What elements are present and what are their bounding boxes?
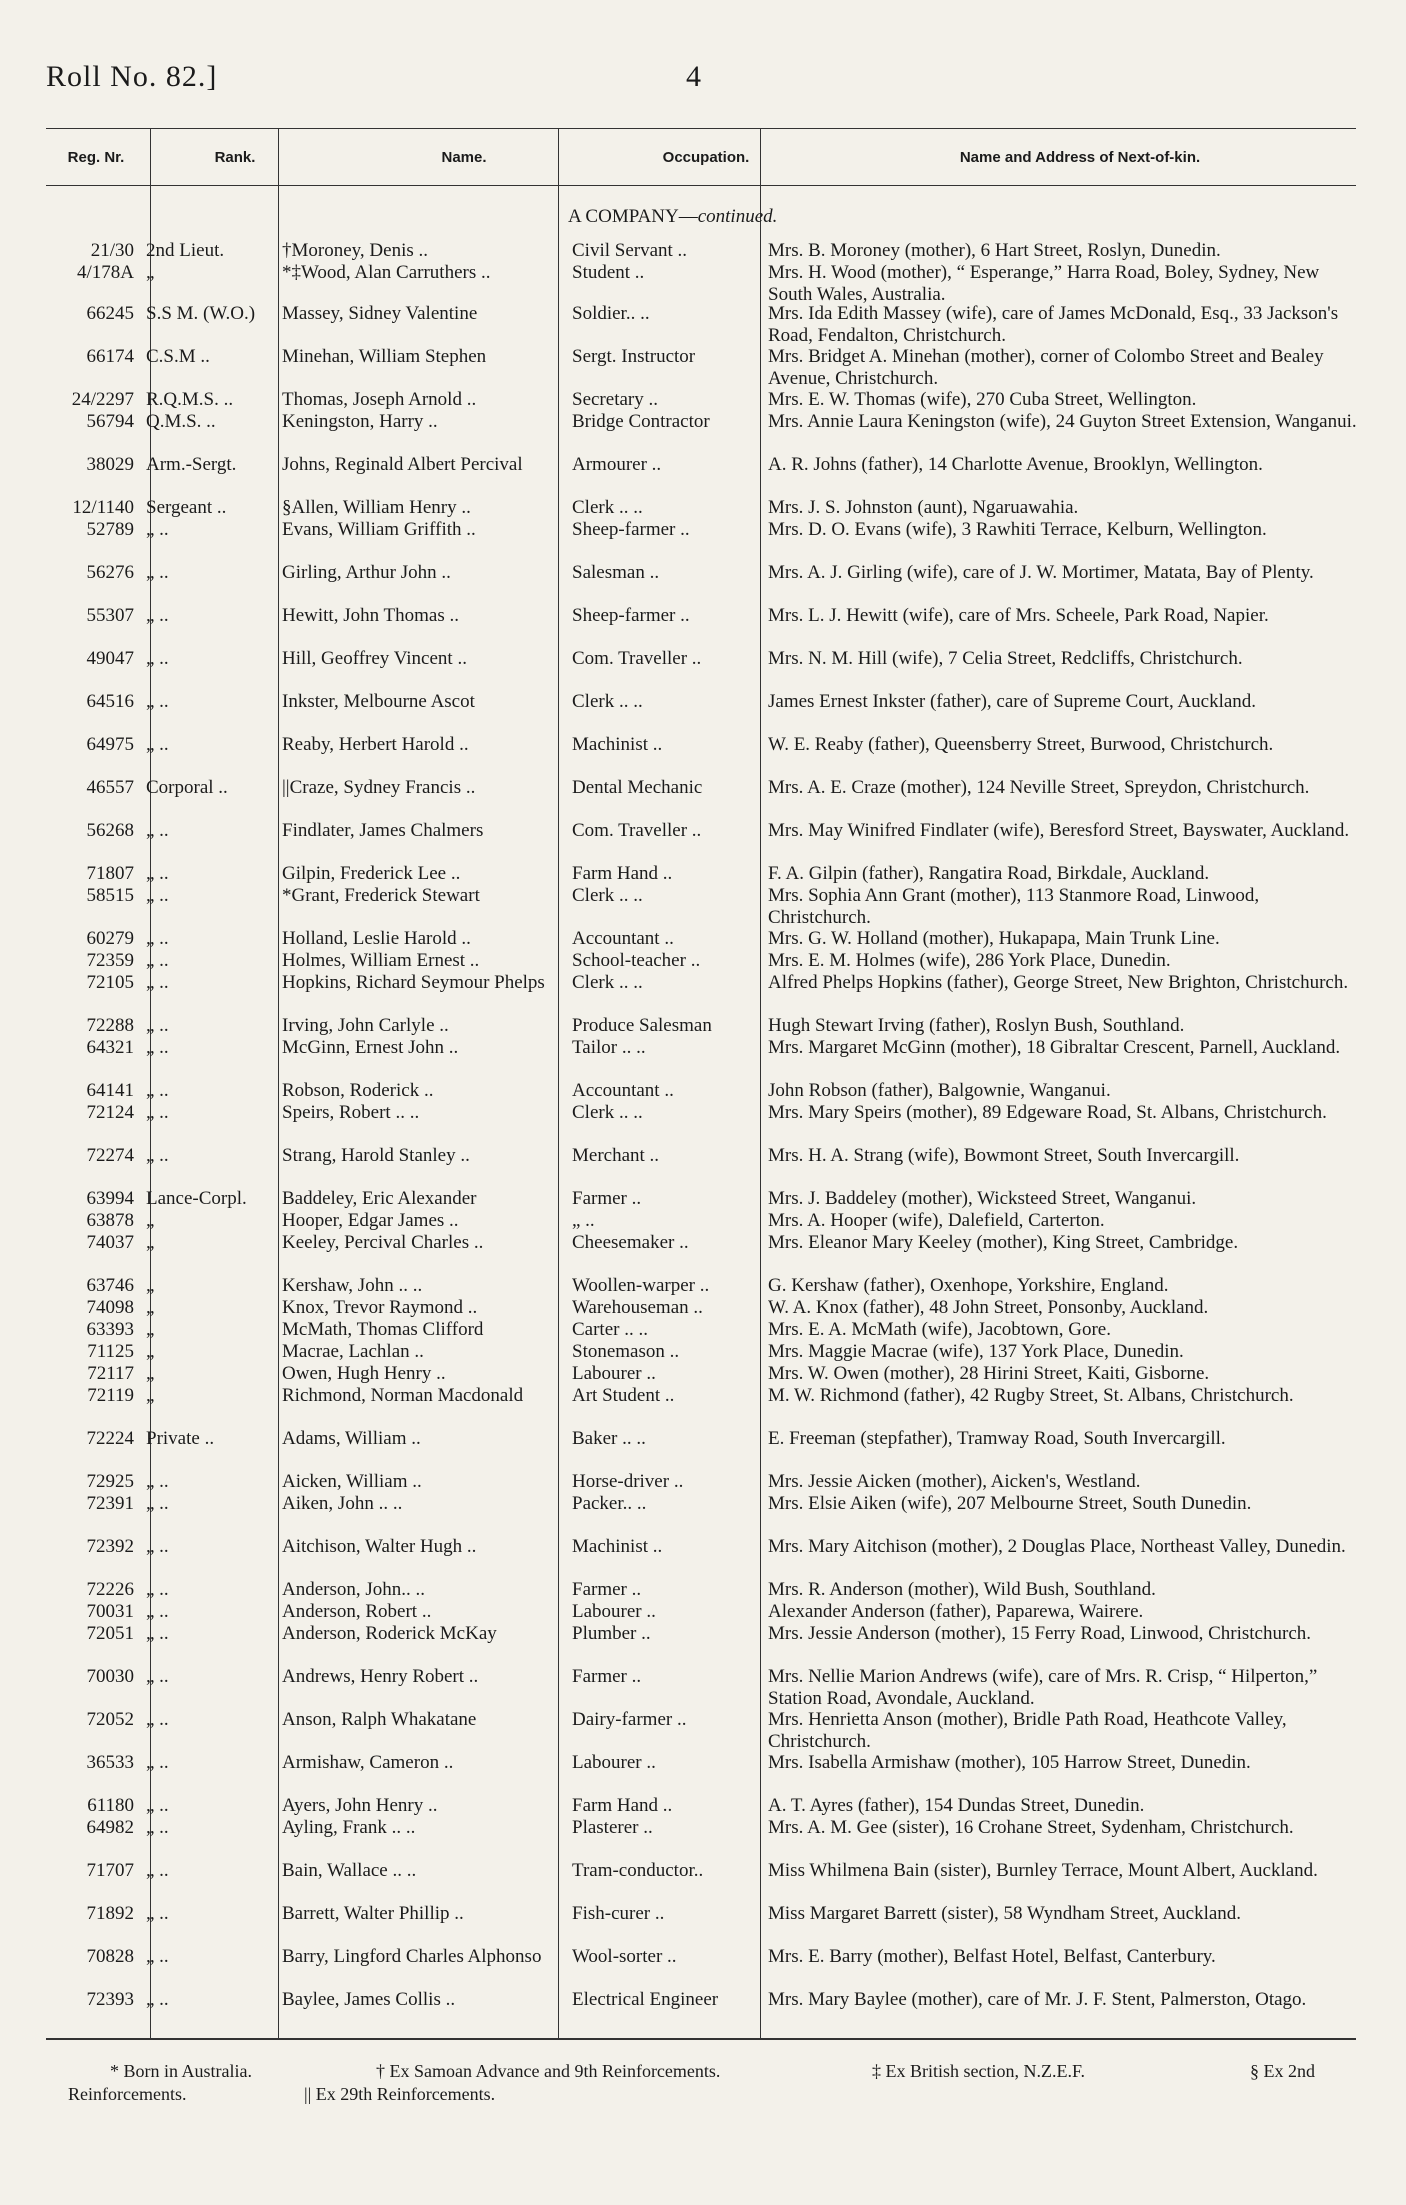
next-of-kin: Mrs. Margaret McGinn (mother), 18 Gibraltar Crescent, Parnell, Auckland. [768, 1037, 1341, 1058]
reg-number: 72391 [86, 1493, 134, 1514]
occupation: Com. Traveller .. [572, 648, 702, 669]
reg-number: 72274 [86, 1145, 134, 1166]
reg-number: 72393 [86, 1989, 134, 2010]
reg-number: 72925 [86, 1471, 134, 1492]
next-of-kin: Alfred Phelps Hopkins (father), George Street, New Brighton, Christchurch. [768, 972, 1349, 993]
occupation: Soldier.. .. [572, 303, 650, 324]
soldier-name: Thomas, Joseph Arnold .. [282, 389, 477, 410]
occupation: Clerk .. .. [572, 885, 643, 906]
next-of-kin: Mrs. Isabella Armishaw (mother), 105 Harrow Street, Dunedin. [768, 1752, 1251, 1773]
occupation: Carter .. .. [572, 1319, 648, 1340]
reg-number: 36533 [86, 1752, 134, 1773]
soldier-name: Barrett, Walter Phillip .. [282, 1903, 464, 1924]
soldier-name: Minehan, William Stephen [282, 346, 487, 367]
soldier-name: Armishaw, Cameron .. [282, 1752, 454, 1773]
next-of-kin: Mrs. H. Wood (mother), “ Esperange,” Harra Road, Boley, Sydney, New South Wales, Australia. [768, 262, 1320, 305]
next-of-kin: Mrs. G. W. Holland (mother), Hukapapa, Main Trunk Line. [768, 928, 1220, 949]
soldier-name: Robson, Roderick .. [282, 1080, 434, 1101]
rank: „ .. [146, 1946, 169, 1967]
soldier-name: Andrews, Henry Robert .. [282, 1666, 479, 1687]
reg-number: 70030 [86, 1666, 134, 1687]
soldier-name: *‡Wood, Alan Carruthers .. [282, 262, 491, 283]
soldier-name: Baylee, James Collis .. [282, 1989, 456, 2010]
section-title: A COMPANY—continued. [568, 206, 778, 227]
occupation: Sheep-farmer .. [572, 519, 690, 540]
reg-number: 61180 [87, 1795, 134, 1816]
next-of-kin: Mrs. Jessie Anderson (mother), 15 Ferry Road, Linwood, Christchurch. [768, 1623, 1312, 1644]
reg-number: 56794 [86, 411, 134, 432]
next-of-kin: Mrs. Henrietta Anson (mother), Bridle Path Road, Heathcote Valley, Christchurch. [768, 1709, 1287, 1752]
rank: „ .. [146, 1623, 169, 1644]
reg-number: 64321 [86, 1037, 134, 1058]
rank: „ .. [146, 1601, 169, 1622]
next-of-kin: F. A. Gilpin (father), Rangatira Road, Birkdale, Auckland. [768, 863, 1210, 884]
soldier-name: Massey, Sidney Valentine [282, 303, 478, 324]
next-of-kin: Mrs. Mary Aitchison (mother), 2 Douglas Place, Northeast Valley, Dunedin. [768, 1536, 1346, 1557]
reg-number: 60279 [86, 928, 134, 949]
occupation: Civil Servant .. [572, 240, 688, 261]
reg-number: 64982 [86, 1817, 134, 1838]
soldier-name: Strang, Harold Stanley .. [282, 1145, 470, 1166]
soldier-name: Adams, William .. [282, 1428, 421, 1449]
reg-number: 74098 [86, 1297, 134, 1318]
col-occupation-header: Occupation. [662, 148, 750, 166]
soldier-name: Anderson, Roderick McKay [282, 1623, 497, 1644]
reg-number: 4/178A [77, 262, 134, 283]
reg-number: 71125 [87, 1341, 134, 1362]
next-of-kin: Mrs. Eleanor Mary Keeley (mother), King Street, Cambridge. [768, 1232, 1239, 1253]
next-of-kin: G. Kershaw (father), Oxenhope, Yorkshire, England. [768, 1275, 1169, 1296]
rank: „ .. [146, 1037, 169, 1058]
rank: „ .. [146, 519, 169, 540]
rank: „ .. [146, 950, 169, 971]
reg-number: 64516 [86, 691, 134, 712]
rank: „ .. [146, 605, 169, 626]
occupation: Dental Mechanic [572, 777, 703, 798]
next-of-kin: Mrs. A. Hooper (wife), Dalefield, Carterton. [768, 1210, 1105, 1231]
reg-number: 72124 [86, 1102, 134, 1123]
rank: C.S.M .. [146, 346, 210, 367]
occupation: Wool-sorter .. [572, 1946, 677, 1967]
reg-number: 64141 [86, 1080, 134, 1101]
occupation: Plumber .. [572, 1623, 651, 1644]
rank: „ .. [146, 1795, 169, 1816]
soldier-name: Girling, Arthur John .. [282, 562, 451, 583]
occupation: Plasterer .. [572, 1817, 653, 1838]
soldier-name: §Allen, William Henry .. [282, 497, 471, 518]
occupation: Tailor .. .. [572, 1037, 646, 1058]
soldier-name: Keningston, Harry .. [282, 411, 438, 432]
occupation: Farm Hand .. [572, 1795, 673, 1816]
next-of-kin: Mrs. E. M. Holmes (wife), 286 York Place, Dunedin. [768, 950, 1171, 971]
col-reg-header: Reg. Nr. [67, 148, 125, 166]
occupation: Cheesemaker .. [572, 1232, 689, 1253]
soldier-name: Hooper, Edgar James .. [282, 1210, 459, 1231]
soldier-name: Speirs, Robert .. .. [282, 1102, 420, 1123]
occupation: Sergt. Instructor [572, 346, 696, 367]
soldier-name: McMath, Thomas Clifford [282, 1319, 484, 1340]
occupation: Accountant .. [572, 928, 674, 949]
next-of-kin: Mrs. Bridget A. Minehan (mother), corner of Colombo Street and Bealey Avenue, Christchurch. [768, 346, 1324, 389]
occupation: Baker .. .. [572, 1428, 646, 1449]
next-of-kin: Mrs. Elsie Aiken (wife), 207 Melbourne Street, South Dunedin. [768, 1493, 1252, 1514]
soldier-name: Barry, Lingford Charles Alphonso [282, 1946, 542, 1967]
next-of-kin: Mrs. N. M. Hill (wife), 7 Celia Street, Redcliffs, Christchurch. [768, 648, 1243, 669]
next-of-kin: Mrs. D. O. Evans (wife), 3 Rawhiti Terrace, Kelburn, Wellington. [768, 519, 1267, 540]
occupation: Labourer .. [572, 1752, 656, 1773]
next-of-kin: Hugh Stewart Irving (father), Roslyn Bush, Southland. [768, 1015, 1185, 1036]
soldier-name: Richmond, Norman Macdonald [282, 1385, 524, 1406]
rank: „ .. [146, 1817, 169, 1838]
occupation: Stonemason .. [572, 1341, 680, 1362]
page-number: 4 [686, 60, 701, 93]
reg-number: 72359 [86, 950, 134, 971]
next-of-kin: Mrs. H. A. Strang (wife), Bowmont Street, South Invercargill. [768, 1145, 1240, 1166]
occupation: Student .. [572, 262, 645, 283]
next-of-kin: A. R. Johns (father), 14 Charlotte Avenue, Brooklyn, Wellington. [768, 454, 1263, 475]
soldier-name: Hopkins, Richard Seymour Phelps [282, 972, 545, 993]
rank: „ .. [146, 1903, 169, 1924]
rank: „ .. [146, 1145, 169, 1166]
rank: „ .. [146, 1666, 169, 1687]
soldier-name: Knox, Trevor Raymond .. [282, 1297, 478, 1318]
soldier-name: Ayers, John Henry .. [282, 1795, 438, 1816]
reg-number: 63393 [86, 1319, 134, 1340]
rank: Private .. [146, 1428, 215, 1449]
footnote-samoan-advance: † Ex Samoan Advance and 9th Reinforcements. [376, 2061, 721, 2081]
rank: „ .. [146, 1579, 169, 1600]
next-of-kin: Mrs. Sophia Ann Grant (mother), 113 Stanmore Road, Linwood, Christchurch. [768, 885, 1260, 928]
occupation: Machinist .. [572, 734, 663, 755]
rank: „ .. [146, 1709, 169, 1730]
next-of-kin: Mrs. E. W. Thomas (wife), 270 Cuba Street, Wellington. [768, 389, 1197, 410]
reg-number: 24/2297 [71, 389, 134, 410]
soldier-name: Gilpin, Frederick Lee .. [282, 863, 461, 884]
next-of-kin: Mrs. Jessie Aicken (mother), Aicken's, Westland. [768, 1471, 1141, 1492]
reg-number: 56276 [86, 562, 134, 583]
reg-number: 46557 [86, 777, 134, 798]
rank: „ [146, 1385, 155, 1406]
next-of-kin: Mrs. A. M. Gee (sister), 16 Crohane Street, Sydenham, Christchurch. [768, 1817, 1294, 1838]
occupation: Clerk .. .. [572, 691, 643, 712]
rank: „ .. [146, 972, 169, 993]
footnote-born-australia: * Born in Australia. [110, 2061, 252, 2081]
rank: „ .. [146, 562, 169, 583]
occupation: Clerk .. .. [572, 497, 643, 518]
occupation: Bridge Contractor [572, 411, 710, 432]
occupation: „ .. [572, 1210, 595, 1231]
rank: Q.M.S. .. [146, 411, 216, 432]
rank: „ .. [146, 885, 169, 906]
rank: „ .. [146, 928, 169, 949]
occupation: Labourer .. [572, 1363, 656, 1384]
footnote-british-section: ‡ Ex British section, N.Z.E.F. [872, 2061, 1086, 2081]
next-of-kin: Mrs. Annie Laura Keningston (wife), 24 Guyton Street Extension, Wanganui. [768, 411, 1357, 432]
soldier-name: Holmes, William Ernest .. [282, 950, 480, 971]
next-of-kin: James Ernest Inkster (father), care of Supreme Court, Auckland. [768, 691, 1257, 712]
reg-number: 49047 [86, 648, 134, 669]
next-of-kin: Mrs. Mary Speirs (mother), 89 Edgeware Road, St. Albans, Christchurch. [768, 1102, 1327, 1123]
rank: Sergeant .. [146, 497, 227, 518]
reg-number: 72288 [86, 1015, 134, 1036]
col-name-header: Name. [441, 148, 487, 166]
soldier-name: Ayling, Frank .. .. [282, 1817, 416, 1838]
rank: „ [146, 1363, 155, 1384]
occupation: Clerk .. .. [572, 1102, 643, 1123]
col-next-of-kin-header: Name and Address of Next-of-kin. [959, 148, 1201, 166]
occupation: Farmer .. [572, 1579, 642, 1600]
next-of-kin: Mrs. W. Owen (mother), 28 Hirini Street, Kaiti, Gisborne. [768, 1363, 1210, 1384]
reg-number: 72224 [86, 1428, 134, 1449]
occupation: Produce Salesman [572, 1015, 712, 1036]
soldier-name: Keeley, Percival Charles .. [282, 1232, 484, 1253]
soldier-name: Anderson, Robert .. [282, 1601, 432, 1622]
rank: „ .. [146, 863, 169, 884]
occupation: Machinist .. [572, 1536, 663, 1557]
rank: „ [146, 1232, 155, 1253]
page-header [46, 60, 1346, 110]
next-of-kin: W. A. Knox (father), 48 John Street, Ponsonby, Auckland. [768, 1297, 1209, 1318]
occupation: Warehouseman .. [572, 1297, 703, 1318]
next-of-kin: John Robson (father), Balgownie, Wanganui. [768, 1080, 1111, 1101]
soldier-name: Anson, Ralph Whakatane [282, 1709, 477, 1730]
soldier-name: *Grant, Frederick Stewart [282, 885, 480, 906]
occupation: Farmer .. [572, 1188, 642, 1209]
rank: 2nd Lieut. [146, 240, 225, 261]
soldier-name: Aicken, William .. [282, 1471, 422, 1492]
reg-number: 71892 [86, 1903, 134, 1924]
col-rank-header: Rank. [214, 148, 256, 166]
next-of-kin: Mrs. R. Anderson (mother), Wild Bush, Southland. [768, 1579, 1156, 1600]
next-of-kin: Mrs. Mary Baylee (mother), care of Mr. J. F. Stent, Palmerston, Otago. [768, 1989, 1307, 2010]
rank: „ [146, 1210, 155, 1231]
soldier-name: Owen, Hugh Henry .. [282, 1363, 446, 1384]
occupation: Farmer .. [572, 1666, 642, 1687]
soldier-name: Baddeley, Eric Alexander [282, 1188, 477, 1209]
soldier-name: Holland, Leslie Harold .. [282, 928, 471, 949]
reg-number: 74037 [86, 1232, 134, 1253]
rank: „ [146, 1297, 155, 1318]
soldier-name: Reaby, Herbert Harold .. [282, 734, 469, 755]
soldier-name: Bain, Wallace .. .. [282, 1860, 417, 1881]
occupation: Clerk .. .. [572, 972, 643, 993]
reg-number: 56268 [86, 820, 134, 841]
occupation: Packer.. .. [572, 1493, 647, 1514]
roll-title: Roll No. 82.] [46, 60, 218, 93]
soldier-name: Johns, Reginald Albert Percival [282, 454, 523, 475]
table-header [46, 128, 1356, 186]
rank: „ .. [146, 1102, 169, 1123]
rank: „ .. [146, 1015, 169, 1036]
reg-number: 64975 [86, 734, 134, 755]
reg-number: 12/1140 [72, 497, 134, 518]
reg-number: 55307 [86, 605, 134, 626]
rank: „ [146, 262, 155, 283]
footnote-second-reinf: § Ex 2nd [1250, 2061, 1315, 2081]
occupation: Salesman .. [572, 562, 660, 583]
rank: „ .. [146, 820, 169, 841]
occupation: Tram-conductor.. [572, 1860, 704, 1881]
next-of-kin: Mrs. Nellie Marion Andrews (wife), care of Mrs. R. Crisp, “ Hilperton,” Station Road, Avondale, Auckland. [768, 1666, 1318, 1709]
next-of-kin: Mrs. A. E. Craze (mother), 124 Neville Street, Spreydon, Christchurch. [768, 777, 1310, 798]
reg-number: 71707 [86, 1860, 134, 1881]
rank: „ .. [146, 691, 169, 712]
soldier-name: McGinn, Ernest John .. [282, 1037, 459, 1058]
soldier-name: Aiken, John .. .. [282, 1493, 403, 1514]
rank: „ .. [146, 1493, 169, 1514]
occupation: Merchant .. [572, 1145, 660, 1166]
rank: Arm.-Sergt. [146, 454, 237, 475]
occupation: Art Student .. [572, 1385, 675, 1406]
reg-number: 66245 [86, 303, 134, 324]
occupation: Horse-driver .. [572, 1471, 684, 1492]
rank: R.Q.M.S. .. [146, 389, 234, 410]
reg-number: 58515 [86, 885, 134, 906]
rank: „ [146, 1275, 155, 1296]
next-of-kin: M. W. Richmond (father), 42 Rugby Street, St. Albans, Christchurch. [768, 1385, 1294, 1406]
rank: Lance-Corpl. [146, 1188, 247, 1209]
next-of-kin: A. T. Ayres (father), 154 Dundas Street, Dunedin. [768, 1795, 1145, 1816]
occupation: School-teacher .. [572, 950, 701, 971]
rank: „ .. [146, 1471, 169, 1492]
reg-number: 70031 [86, 1601, 134, 1622]
occupation: Electrical Engineer [572, 1989, 719, 2010]
soldier-name: Anderson, John.. .. [282, 1579, 426, 1600]
occupation: Farm Hand .. [572, 863, 673, 884]
reg-number: 38029 [86, 454, 134, 475]
occupation: Sheep-farmer .. [572, 605, 690, 626]
soldier-name: ||Craze, Sydney Francis .. [282, 777, 476, 798]
reg-number: 52789 [86, 519, 134, 540]
next-of-kin: Mrs. E. Barry (mother), Belfast Hotel, Belfast, Canterbury. [768, 1946, 1216, 1967]
next-of-kin: Miss Whilmena Bain (sister), Burnley Terrace, Mount Albert, Auckland. [768, 1860, 1318, 1881]
occupation: Secretary .. [572, 389, 658, 410]
rank: Corporal .. [146, 777, 228, 798]
soldier-name: Hewitt, John Thomas .. [282, 605, 459, 626]
occupation: Armourer .. [572, 454, 662, 475]
soldier-name: Hill, Geoffrey Vincent .. [282, 648, 467, 669]
reg-number: 63994 [86, 1188, 134, 1209]
next-of-kin: Alexander Anderson (father), Paparewa, Wairere. [768, 1601, 1144, 1622]
reg-number: 21/30 [90, 240, 134, 261]
soldier-name: Findlater, James Chalmers [282, 820, 484, 841]
reg-number: 71807 [86, 863, 134, 884]
next-of-kin: Mrs. J. Baddeley (mother), Wicksteed Street, Wanganui. [768, 1188, 1197, 1209]
soldier-name: Macrae, Lachlan .. [282, 1341, 424, 1362]
reg-number: 70828 [86, 1946, 134, 1967]
rank: „ .. [146, 648, 169, 669]
occupation: Woollen-warper .. [572, 1275, 710, 1296]
bottom-rule [46, 2038, 1356, 2040]
soldier-name: Inkster, Melbourne Ascot [282, 691, 475, 712]
next-of-kin: Mrs. Maggie Macrae (wife), 137 York Place, Dunedin. [768, 1341, 1184, 1362]
next-of-kin: Miss Margaret Barrett (sister), 58 Wyndham Street, Auckland. [768, 1903, 1242, 1924]
rank: „ .. [146, 734, 169, 755]
footnote-29th-reinf: || Ex 29th Reinforcements. [304, 2084, 496, 2104]
reg-number: 66174 [86, 346, 134, 367]
occupation: Labourer .. [572, 1601, 656, 1622]
next-of-kin: Mrs. E. A. McMath (wife), Jacobtown, Gore. [768, 1319, 1111, 1340]
reg-number: 63746 [86, 1275, 134, 1296]
reg-number: 72051 [86, 1623, 134, 1644]
next-of-kin: Mrs. Ida Edith Massey (wife), care of James McDonald, Esq., 33 Jackson's Road, Fendalton, Christchurch. [768, 303, 1339, 346]
rank: „ .. [146, 1989, 169, 2010]
rank: S.S M. (W.O.) [146, 303, 256, 324]
next-of-kin: Mrs. J. S. Johnston (aunt), Ngaruawahia. [768, 497, 1079, 518]
soldier-name: †Moroney, Denis .. [282, 240, 428, 261]
occupation: Dairy-farmer .. [572, 1709, 687, 1730]
next-of-kin: W. E. Reaby (father), Queensberry Street, Burwood, Christchurch. [768, 734, 1274, 755]
reg-number: 72226 [86, 1579, 134, 1600]
next-of-kin: Mrs. A. J. Girling (wife), care of J. W. Mortimer, Matata, Bay of Plenty. [768, 562, 1314, 583]
reg-number: 72119 [87, 1385, 134, 1406]
rank: „ .. [146, 1080, 169, 1101]
soldier-name: Kershaw, John .. .. [282, 1275, 423, 1296]
next-of-kin: E. Freeman (stepfather), Tramway Road, South Invercargill. [768, 1428, 1226, 1449]
occupation: Accountant .. [572, 1080, 674, 1101]
rank: „ [146, 1341, 155, 1362]
next-of-kin: Mrs. May Winifred Findlater (wife), Beresford Street, Bayswater, Auckland. [768, 820, 1350, 841]
soldier-name: Evans, William Griffith .. [282, 519, 476, 540]
rank: „ .. [146, 1860, 169, 1881]
rank: „ .. [146, 1752, 169, 1773]
reg-number: 72052 [86, 1709, 134, 1730]
footnote-reinforcements: Reinforcements. [68, 2084, 187, 2104]
rank: „ [146, 1319, 155, 1340]
soldier-name: Irving, John Carlyle .. [282, 1015, 449, 1036]
reg-number: 72392 [86, 1536, 134, 1557]
occupation: Fish-curer .. [572, 1903, 665, 1924]
soldier-name: Aitchison, Walter Hugh .. [282, 1536, 477, 1557]
next-of-kin: Mrs. B. Moroney (mother), 6 Hart Street, Roslyn, Dunedin. [768, 240, 1221, 261]
reg-number: 63878 [86, 1210, 134, 1231]
occupation: Com. Traveller .. [572, 820, 702, 841]
next-of-kin: Mrs. L. J. Hewitt (wife), care of Mrs. Scheele, Park Road, Napier. [768, 605, 1269, 626]
reg-number: 72117 [87, 1363, 134, 1384]
rank: „ .. [146, 1536, 169, 1557]
reg-number: 72105 [86, 972, 134, 993]
